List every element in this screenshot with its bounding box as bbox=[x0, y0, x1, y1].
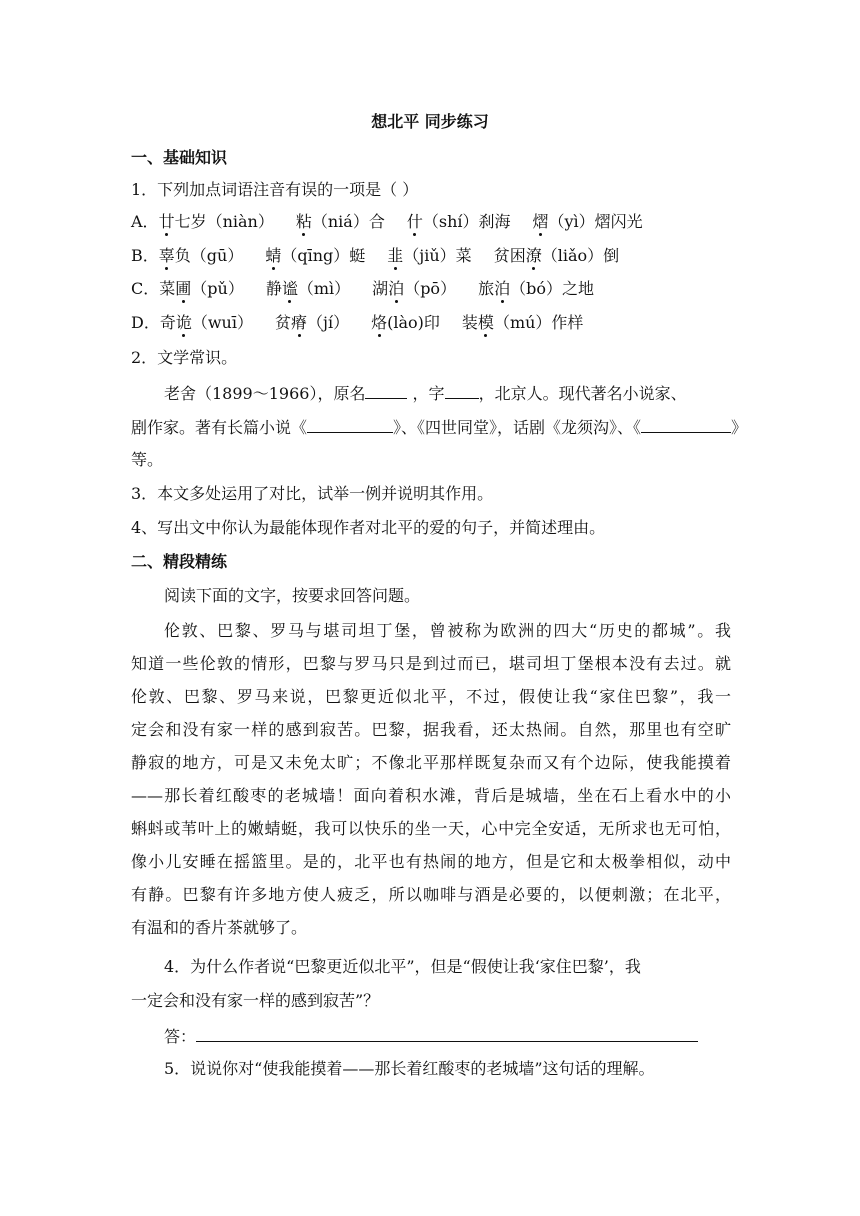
document-title: 想北平 同步练习 bbox=[371, 112, 489, 131]
question-1-option-b: B．辜负（gū） 蜻（qīng）蜓 韭（jiǔ）菜 贫困潦（liǎo）倒 bbox=[131, 246, 620, 265]
question-3: 3．本文多处运用了对比，试举一例并说明其作用。 bbox=[131, 484, 494, 503]
question-6: 5．说说你对“使我能摸着——那长着红酸枣的老城墙”这句话的理解。 bbox=[164, 1059, 655, 1078]
question-1-option-a: A．廿七岁（niàn） 粘（niá）合 什（shí）刹海 熠（yì）熠闪光 bbox=[131, 212, 643, 231]
passage-line: ——那长着红酸枣的老城墙！面向着积水滩，背后是城墙，坐在石上看水中的小 bbox=[131, 786, 731, 805]
passage-line: 伦敦、巴黎、罗马来说，巴黎更近似北平，不过，假使让我“家住巴黎”，我一 bbox=[131, 687, 731, 706]
answer-row bbox=[164, 1023, 698, 1049]
question-2-line-2: 剧作家。著有长篇小说《 》、《四世同堂》，话剧《龙须沟》、《 》 bbox=[131, 414, 747, 440]
reading-instruction: 阅读下面的文字，按要求回答问题。 bbox=[164, 586, 421, 605]
question-4: 4、写出文中你认为最能体现作者对北平的爱的句子，并简述理由。 bbox=[131, 518, 606, 537]
section-heading-reading: 二、精段精练 bbox=[131, 552, 228, 571]
question-1-option-c: C．菜圃（pǔ） 静谧（mì） 湖泊（pō） 旅泊（bó）之地 bbox=[131, 279, 594, 298]
blank-novel-title[interactable] bbox=[307, 414, 393, 433]
passage-line: 像小儿安睡在摇篮里。是的，北平也有热闹的地方，但是它和太极拳相似，动中 bbox=[131, 852, 731, 871]
section-heading-basic: 一、基础知识 bbox=[131, 148, 228, 167]
answer-line[interactable] bbox=[196, 1023, 698, 1042]
answer-label: 答： bbox=[164, 1027, 197, 1046]
passage-line: 伦敦、巴黎、罗马与堪司坦丁堡，曾被称为欧洲的四大“历史的都城”。我 bbox=[164, 621, 731, 640]
blank-courtesy-name[interactable] bbox=[445, 380, 479, 399]
reading-passage bbox=[131, 614, 731, 944]
question-5-line-1: 4．为什么作者说“巴黎更近似北平”，但是“假使让我‘家住巴黎’，我 bbox=[164, 957, 641, 976]
passage-line: 蝌蚪或苇叶上的嫩蜻蜓，我可以快乐的坐一天，心中完全安适，无所求也无可怕， bbox=[131, 819, 731, 838]
passage-line: 知道一些伦敦的情形，巴黎与罗马只是到过而已，堪司坦丁堡根本没有去过。就 bbox=[131, 654, 731, 673]
question-2-stem: 2．文学常识。 bbox=[131, 348, 238, 367]
question-1-option-d: D．奇诡（wuī） 贫瘠（jí） 烙(lào)印 装模（mú）作样 bbox=[131, 313, 584, 332]
question-2-line-3: 等。 bbox=[131, 450, 164, 469]
passage-line: 定会和没有家一样的感到寂苦。巴黎，据我看，还太热闹。自然，那里也有空旷 bbox=[131, 720, 731, 739]
blank-original-name[interactable] bbox=[365, 380, 407, 399]
passage-line: 静寂的地方，可是又未免太旷；不像北平那样既复杂而又有个边际，使我能摸着 bbox=[131, 753, 731, 772]
question-1-stem: 1．下列加点词语注音有误的一项是（ ） bbox=[131, 180, 419, 199]
question-5-line-2: 一定会和没有家一样的感到寂苦”？ bbox=[131, 991, 380, 1010]
blank-drama-title[interactable] bbox=[641, 414, 731, 433]
passage-line: 有温和的香片茶就够了。 bbox=[131, 918, 308, 937]
question-2-line-1: 老舍（1899～1966），原名 ，字 ，北京人。现代著名小说家、 bbox=[164, 380, 687, 406]
passage-line: 有静。巴黎有许多地方使人疲乏，所以咖啡与酒是必要的，以便刺激；在北平， bbox=[131, 885, 731, 904]
